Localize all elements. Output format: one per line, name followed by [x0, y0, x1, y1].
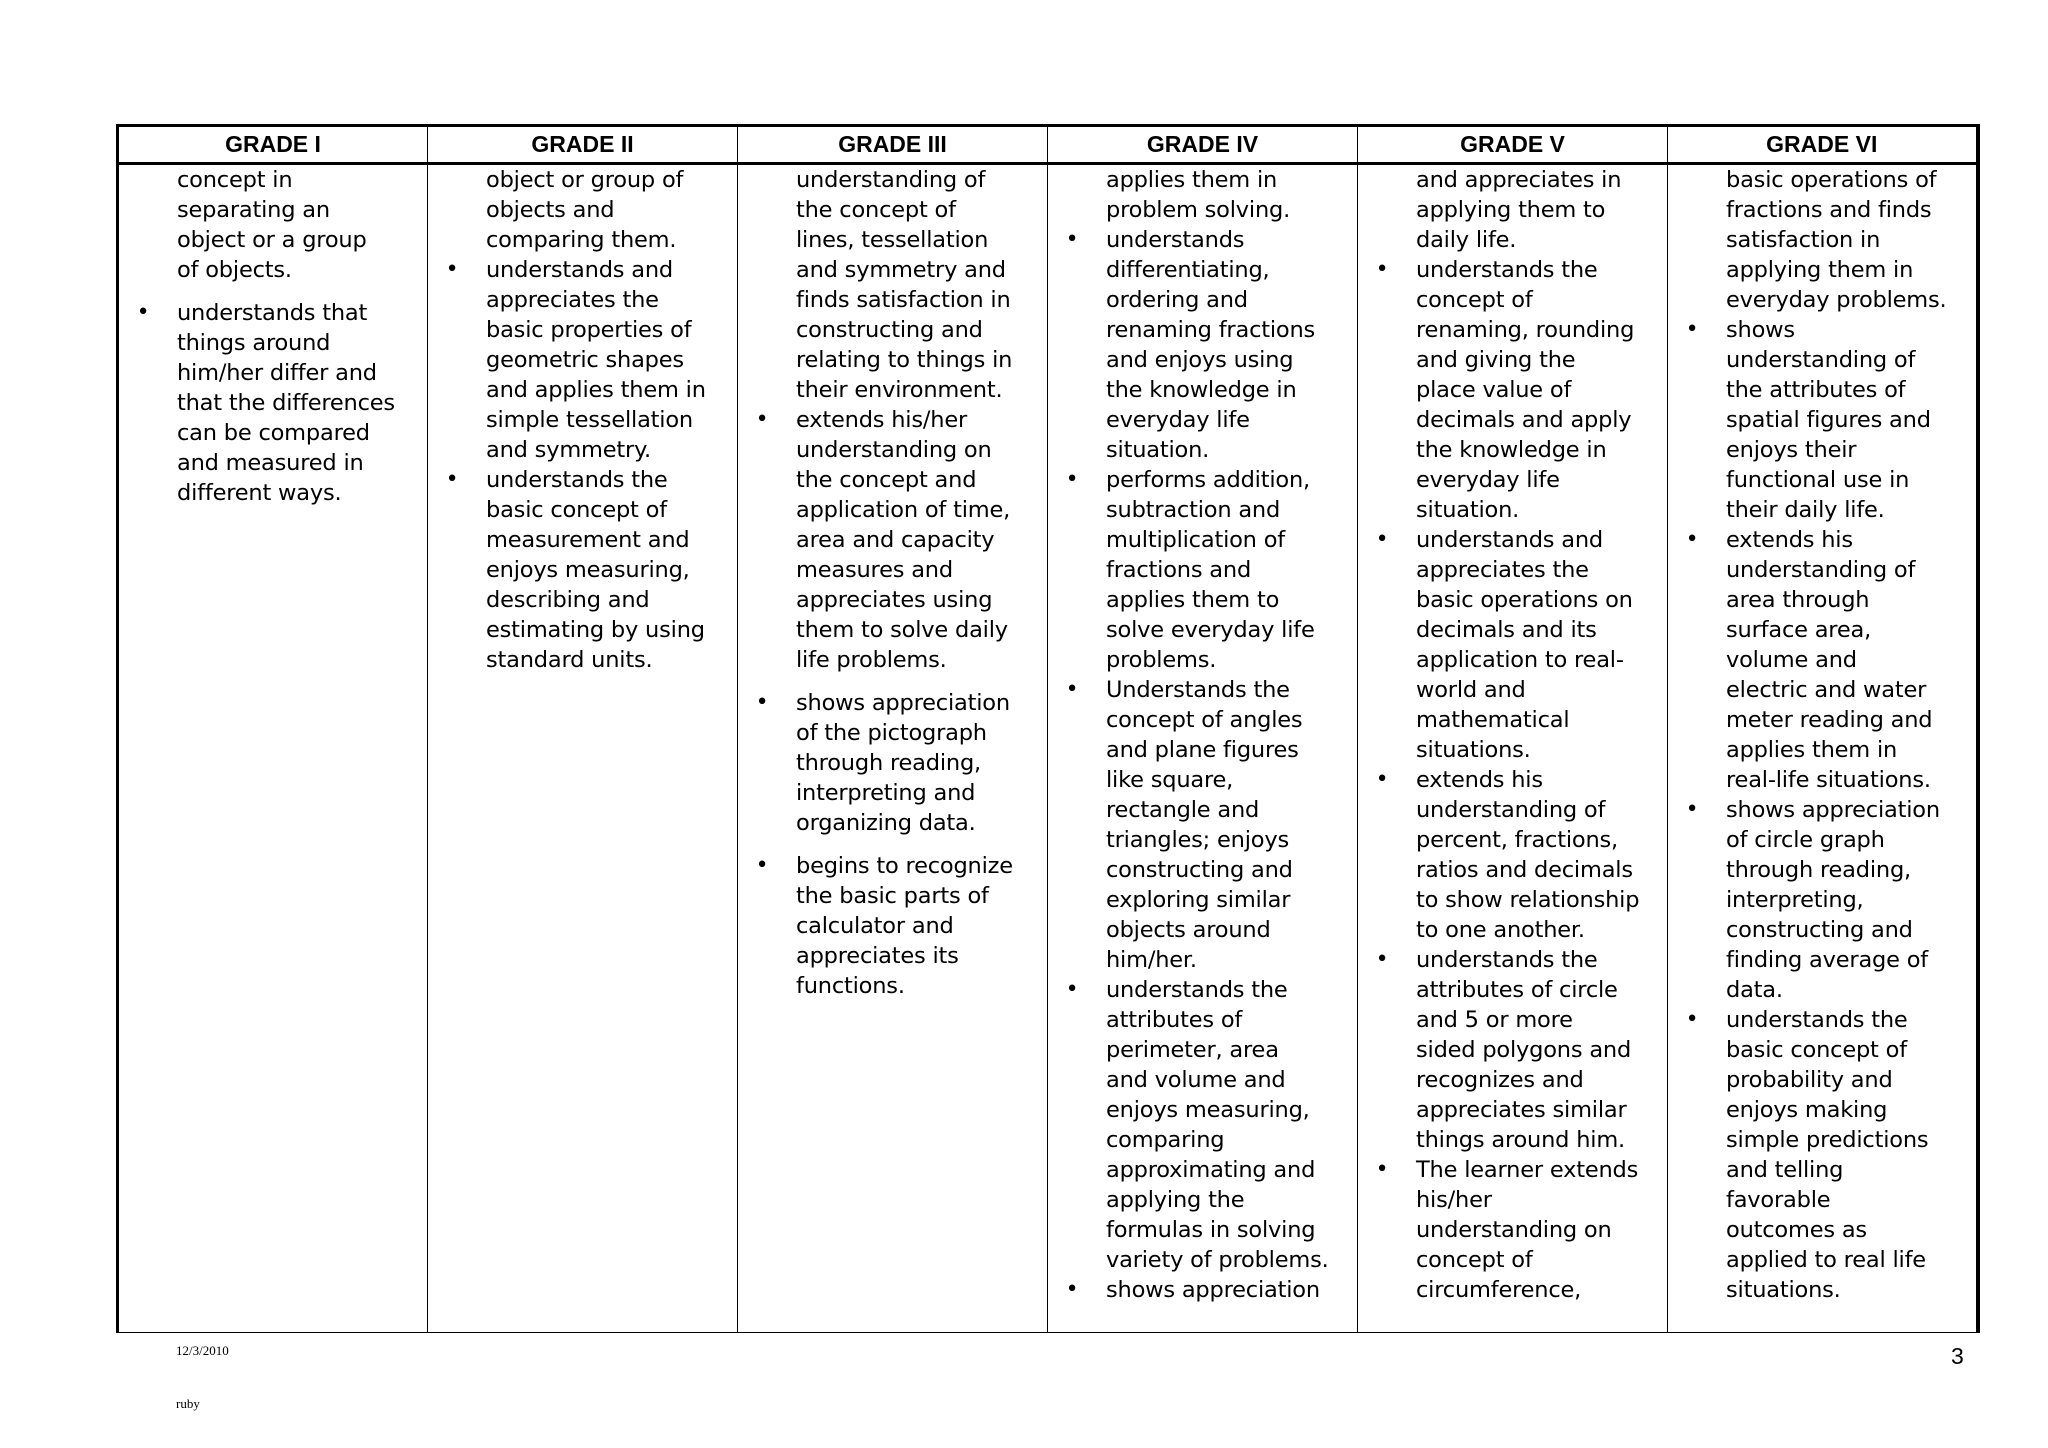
bullet-item — [1048, 225, 1349, 465]
text-line: renaming, rounding — [1416, 317, 1635, 343]
bullet-list — [738, 405, 1039, 1001]
text-line: understands and — [486, 257, 673, 283]
text-line: and symmetry. — [486, 437, 651, 463]
text-line: and volume and — [1106, 1067, 1286, 1093]
text-line: circumference, — [1416, 1277, 1582, 1303]
bullet-icon: • — [755, 690, 769, 715]
text-line: begins to recognize — [796, 853, 1013, 879]
text-line: daily life. — [1416, 227, 1517, 253]
text-line: functional use in — [1726, 467, 1910, 493]
bullet-list — [1668, 315, 1968, 1305]
text-line: object or group of — [486, 167, 684, 193]
text-line: through reading, — [796, 750, 981, 776]
bullet-icon: • — [1065, 977, 1079, 1002]
bullet-item — [1048, 1275, 1349, 1305]
text-line: and appreciates in — [1416, 167, 1622, 193]
text-line: object or a group — [177, 227, 367, 253]
text-line: them to solve daily — [796, 617, 1008, 643]
cell-lead-text — [428, 165, 729, 255]
text-line: situations. — [1726, 1277, 1841, 1303]
cell-lead-text — [1668, 165, 1968, 315]
bullet-item — [1668, 1005, 1968, 1305]
text-line: can be compared — [177, 420, 370, 446]
text-line: basic concept of — [486, 497, 667, 523]
text-line: basic operations of — [1726, 167, 1937, 193]
text-line: ordering and — [1106, 287, 1248, 313]
text-line: organizing data. — [796, 810, 976, 836]
text-line: the attributes of — [1726, 377, 1906, 403]
text-line: of objects. — [177, 257, 292, 283]
text-line: their daily life. — [1726, 497, 1885, 523]
bullet-item — [738, 851, 1039, 1001]
text-line: comparing — [1106, 1127, 1225, 1153]
table-body-row — [118, 164, 1978, 1333]
text-line: of the pictograph — [796, 720, 987, 746]
text-line: comparing them. — [486, 227, 677, 253]
text-line: surface area, — [1726, 617, 1872, 643]
text-line: world and — [1416, 677, 1526, 703]
column-header-grade-4: GRADE IV — [1048, 126, 1358, 164]
text-line: understands — [1106, 227, 1245, 253]
text-line: calculator and — [796, 913, 954, 939]
bullet-icon: • — [1375, 257, 1389, 282]
text-line: appreciates the — [1416, 557, 1589, 583]
bullet-item — [1358, 1155, 1659, 1305]
text-line: understands and — [1416, 527, 1603, 553]
bullet-item — [1358, 945, 1659, 1155]
text-line: constructing and — [1726, 917, 1913, 943]
text-line: place value of — [1416, 377, 1572, 403]
text-line: him/her. — [1106, 947, 1197, 973]
text-line: extends his/her — [796, 407, 968, 433]
text-line: problem solving. — [1106, 197, 1291, 223]
bullet-item — [738, 405, 1039, 675]
bullet-icon: • — [1065, 227, 1079, 252]
bullet-icon: • — [1685, 797, 1699, 822]
text-line: interpreting and — [796, 780, 976, 806]
footer-date: 12/3/2010 — [176, 1343, 229, 1358]
text-line: the knowledge in — [1416, 437, 1607, 463]
text-line: favorable — [1726, 1187, 1831, 1213]
cell-lead-text — [1358, 165, 1659, 255]
bullet-list — [1048, 225, 1349, 1305]
text-line: area and capacity — [796, 527, 995, 553]
text-line: relating to things in — [796, 347, 1013, 373]
text-line: life problems. — [796, 647, 947, 673]
text-line: of circle graph — [1726, 827, 1885, 853]
bullet-icon: • — [755, 853, 769, 878]
grade-3-cell — [738, 164, 1048, 1333]
column-header-grade-3: GRADE III — [738, 126, 1048, 164]
text-line: solve everyday life — [1106, 617, 1315, 643]
text-line: shows appreciation — [796, 690, 1010, 716]
grade-1-cell — [118, 164, 428, 1333]
text-line: understanding on — [796, 437, 992, 463]
text-line: concept of — [1416, 1247, 1533, 1273]
text-line: Understands the — [1106, 677, 1290, 703]
text-line: to one another. — [1416, 917, 1585, 943]
text-line: different ways. — [177, 480, 342, 506]
text-line: understands the — [1416, 947, 1598, 973]
text-line: the concept and — [796, 467, 977, 493]
bullet-icon: • — [1685, 317, 1699, 342]
text-line: perimeter, area — [1106, 1037, 1279, 1063]
bullet-item — [1668, 315, 1968, 525]
text-line: applies them in — [1726, 737, 1898, 763]
text-line: renaming fractions — [1106, 317, 1316, 343]
bullet-icon: • — [445, 257, 459, 282]
text-line: and symmetry and — [796, 257, 1006, 283]
text-line: spatial figures and — [1726, 407, 1931, 433]
text-line: through reading, — [1726, 857, 1911, 883]
text-line: appreciates its — [796, 943, 959, 969]
text-line: applies them to — [1106, 587, 1280, 613]
bullet-item — [1668, 525, 1968, 795]
text-line: enjoys measuring, — [486, 557, 690, 583]
bullet-list — [1358, 255, 1659, 1305]
text-line: applies them in — [1106, 167, 1278, 193]
text-line: describing and — [486, 587, 650, 613]
text-line: application of time, — [796, 497, 1011, 523]
bullet-icon: • — [1375, 527, 1389, 552]
text-line: his/her — [1416, 1187, 1492, 1213]
text-line: finding average of — [1726, 947, 1929, 973]
text-line: simple predictions — [1726, 1127, 1929, 1153]
bullet-icon: • — [445, 467, 459, 492]
text-line: approximating and — [1106, 1157, 1316, 1183]
text-line: and enjoys using — [1106, 347, 1294, 373]
text-line: meter reading and — [1726, 707, 1933, 733]
text-line: things around him. — [1416, 1127, 1625, 1153]
text-line: shows appreciation — [1726, 797, 1940, 823]
text-line: constructing and — [1106, 857, 1293, 883]
text-line: basic properties of — [486, 317, 692, 343]
text-line: variety of problems. — [1106, 1247, 1329, 1273]
text-line: things around — [177, 330, 331, 356]
text-line: and giving the — [1416, 347, 1576, 373]
text-line: measurement and — [486, 527, 690, 553]
text-line: fractions and — [1106, 557, 1252, 583]
text-line: and applies them in — [486, 377, 706, 403]
grade-2-cell — [428, 164, 738, 1333]
bullet-item — [1358, 765, 1659, 945]
text-line: fractions and finds — [1726, 197, 1932, 223]
text-line: applying them to — [1416, 197, 1606, 223]
text-line: extends his — [1726, 527, 1853, 553]
text-line: understanding of — [1416, 797, 1606, 823]
text-line: mathematical — [1416, 707, 1570, 733]
text-line: basic operations on — [1416, 587, 1633, 613]
text-line: understanding on — [1416, 1217, 1612, 1243]
page-number: 3 — [1951, 1343, 1964, 1369]
text-line: rectangle and — [1106, 797, 1260, 823]
text-line: finds satisfaction in — [796, 287, 1011, 313]
bullet-icon: • — [1375, 1157, 1389, 1182]
text-line: formulas in solving — [1106, 1217, 1316, 1243]
text-line: everyday life — [1416, 467, 1560, 493]
text-line: that the differences — [177, 390, 395, 416]
text-line: objects and — [486, 197, 615, 223]
text-line: simple tessellation — [486, 407, 693, 433]
text-line: enjoys their — [1726, 437, 1857, 463]
text-line: appreciates the — [486, 287, 659, 313]
text-line: applied to real life — [1726, 1247, 1926, 1273]
text-line: concept in — [177, 167, 293, 193]
text-line: understands the — [1726, 1007, 1908, 1033]
bullet-item — [428, 465, 729, 675]
text-line: concept of — [1416, 287, 1533, 313]
bullet-item — [1358, 255, 1659, 525]
text-line: sided polygons and — [1416, 1037, 1632, 1063]
text-line: recognizes and — [1416, 1067, 1584, 1093]
grade-competency-table — [116, 124, 1980, 1333]
text-line: shows — [1726, 317, 1795, 343]
text-line: the concept of — [796, 197, 956, 223]
text-line: geometric shapes — [486, 347, 684, 373]
text-line: applying the — [1106, 1187, 1245, 1213]
text-line: performs addition, — [1106, 467, 1310, 493]
text-line: volume and — [1726, 647, 1857, 673]
grade-6-cell — [1668, 164, 1978, 1333]
column-header-grade-1: GRADE I — [118, 126, 428, 164]
text-line: enjoys making — [1726, 1097, 1888, 1123]
text-line: understands that — [177, 300, 368, 326]
text-line: everyday problems. — [1726, 287, 1947, 313]
bullet-item — [1048, 975, 1349, 1275]
bullet-icon: • — [1375, 767, 1389, 792]
text-line: shows appreciation — [1106, 1277, 1320, 1303]
text-line: separating an — [177, 197, 330, 223]
text-line: attributes of circle — [1416, 977, 1618, 1003]
text-line: ratios and decimals — [1416, 857, 1633, 883]
text-line: functions. — [796, 973, 905, 999]
table-header-row — [118, 126, 1978, 164]
text-line: decimals and apply — [1416, 407, 1632, 433]
text-line: concept of angles — [1106, 707, 1303, 733]
text-line: him/her differ and — [177, 360, 377, 386]
grade-4-cell — [1048, 164, 1358, 1333]
text-line: understanding of — [796, 167, 986, 193]
text-line: multiplication of — [1106, 527, 1285, 553]
text-line: situation. — [1416, 497, 1520, 523]
text-line: and measured in — [177, 450, 364, 476]
text-line: understands the — [1106, 977, 1288, 1003]
text-line: understanding of — [1726, 347, 1916, 373]
text-line: constructing and — [796, 317, 983, 343]
text-line: understands the — [1416, 257, 1598, 283]
text-line: and telling — [1726, 1157, 1844, 1183]
text-line: probability and — [1726, 1067, 1893, 1093]
grade-5-cell — [1358, 164, 1668, 1333]
bullet-icon: • — [136, 300, 150, 325]
text-line: satisfaction in — [1726, 227, 1881, 253]
text-line: to show relationship — [1416, 887, 1640, 913]
text-line: situation. — [1106, 437, 1210, 463]
text-line: the knowledge in — [1106, 377, 1297, 403]
bullet-icon: • — [1065, 1277, 1079, 1302]
text-line: subtraction and — [1106, 497, 1281, 523]
bullet-item — [1358, 525, 1659, 765]
text-line: outcomes as — [1726, 1217, 1867, 1243]
bullet-item — [119, 298, 419, 508]
bullet-icon: • — [1065, 467, 1079, 492]
text-line: problems. — [1106, 647, 1217, 673]
text-line: like square, — [1106, 767, 1234, 793]
column-header-grade-2: GRADE II — [428, 126, 738, 164]
column-header-grade-6: GRADE VI — [1668, 126, 1978, 164]
text-line: real-life situations. — [1726, 767, 1931, 793]
text-line: and 5 or more — [1416, 1007, 1573, 1033]
text-line: data. — [1726, 977, 1783, 1003]
text-line: basic concept of — [1726, 1037, 1907, 1063]
bullet-list — [119, 298, 419, 508]
bullet-icon: • — [1685, 1007, 1699, 1032]
text-line: enjoys measuring, — [1106, 1097, 1310, 1123]
bullet-list — [428, 255, 729, 675]
text-line: electric and water — [1726, 677, 1927, 703]
text-line: appreciates using — [796, 587, 993, 613]
bullet-icon: • — [1685, 527, 1699, 552]
text-line: interpreting, — [1726, 887, 1864, 913]
cell-lead-text — [738, 165, 1039, 405]
text-line: understands the — [486, 467, 668, 493]
bullet-icon: • — [1065, 677, 1079, 702]
bullet-item — [1048, 465, 1349, 675]
text-line: everyday life — [1106, 407, 1250, 433]
text-line: measures and — [796, 557, 953, 583]
text-line: situations. — [1416, 737, 1531, 763]
text-line: attributes of — [1106, 1007, 1243, 1033]
text-line: their environment. — [796, 377, 1003, 403]
footer-author: ruby — [176, 1396, 200, 1411]
text-line: exploring similar — [1106, 887, 1291, 913]
column-header-grade-5: GRADE V — [1358, 126, 1668, 164]
text-line: extends his — [1416, 767, 1543, 793]
text-line: triangles; enjoys — [1106, 827, 1289, 853]
bullet-item — [738, 688, 1039, 838]
cell-lead-text — [119, 165, 419, 285]
text-line: estimating by using — [486, 617, 705, 643]
text-line: area through — [1726, 587, 1870, 613]
text-line: applying them in — [1726, 257, 1914, 283]
text-line: application to real- — [1416, 647, 1624, 673]
text-line: lines, tessellation — [796, 227, 989, 253]
text-line: decimals and its — [1416, 617, 1597, 643]
bullet-icon: • — [1375, 947, 1389, 972]
text-line: appreciates similar — [1416, 1097, 1627, 1123]
bullet-item — [428, 255, 729, 465]
bullet-icon: • — [755, 407, 769, 432]
text-line: differentiating, — [1106, 257, 1270, 283]
text-line: objects around — [1106, 917, 1271, 943]
text-line: and plane figures — [1106, 737, 1299, 763]
text-line: percent, fractions, — [1416, 827, 1618, 853]
cell-lead-text — [1048, 165, 1349, 225]
bullet-item — [1048, 675, 1349, 975]
text-line: The learner extends — [1416, 1157, 1639, 1183]
text-line: standard units. — [486, 647, 653, 673]
text-line: understanding of — [1726, 557, 1916, 583]
bullet-item — [1668, 795, 1968, 1005]
text-line: the basic parts of — [796, 883, 989, 909]
